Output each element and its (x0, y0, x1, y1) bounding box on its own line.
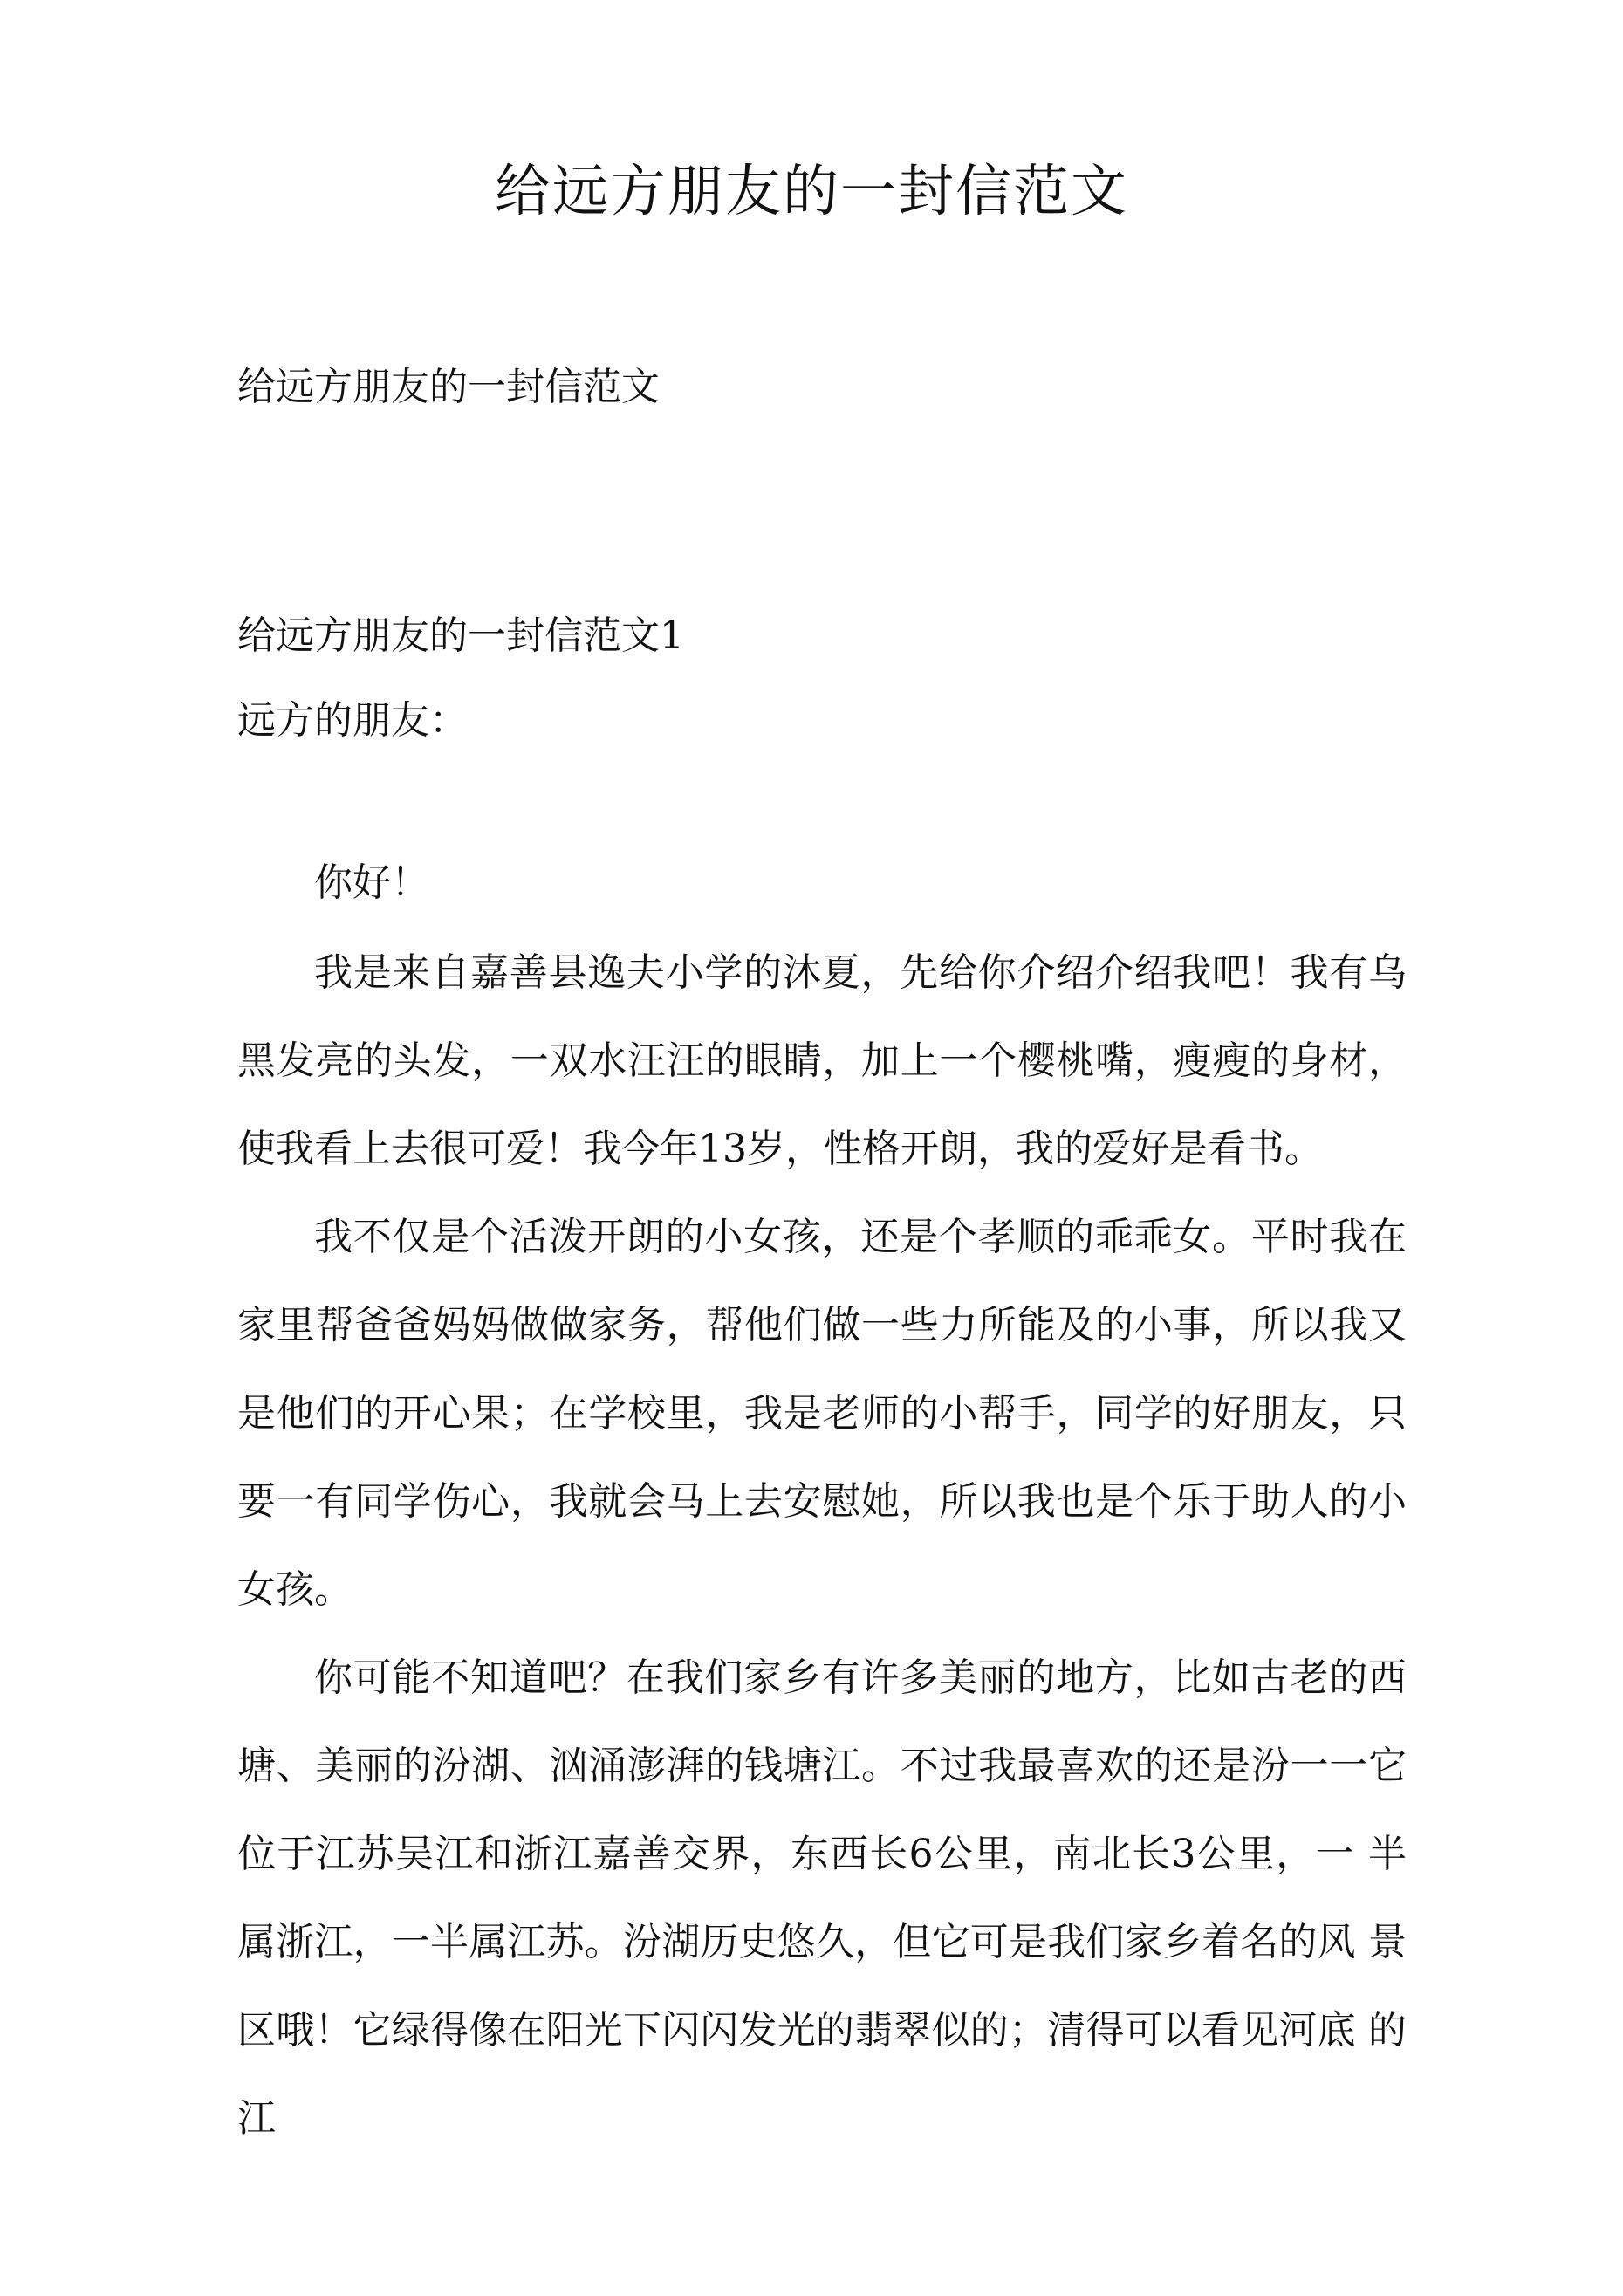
paragraph-self-intro: 我是来自嘉善县逸夫小学的沐夏，先给你介绍介绍我吧！我有乌黑发亮的头发，一双水汪汪的眼睛，加上一个樱桃嘴，瘦瘦的身材，使我看上去很可爱！我今年13岁，性格开朗，我的爱好是看书。 (237, 950, 1407, 1171)
document-subtitle: 给远方朋友的一封信范文 (237, 365, 660, 409)
paragraph-personality: 我不仅是个活泼开朗的小女孩，还是个孝顺的乖乖女。平时我在家里帮爸爸妈妈做做家务，帮他们做一些力所能及的小事，所以我又是他们的开心果；在学校里，我是老师的小帮手，同学的好朋友，只要一有同学伤心，我就会马上去安慰她，所以我也是个乐于助人的小女孩。 (237, 1215, 1407, 1612)
paragraph-hometown: 你可能不知道吧？在我们家乡有许多美丽的地方，比如古老的西塘、美丽的汾湖、汹涌澎湃的钱塘江。不过我最喜欢的还是汾一一它位于江苏吴江和浙江嘉善交界，东西长6公里，南北长3公里，一 半属浙江，一半属江苏。汾湖历史悠久，但它可是我们家乡着名的风 景区哦！它绿得像在阳光下闪闪发光的翡翠似的；清得可以看见河底 的江 (237, 1655, 1407, 2141)
letter-body (237, 929, 1407, 2162)
letter-salutation: 远方的朋友： (237, 698, 468, 743)
document-title: 给远方朋友的一封信范文 (495, 160, 1128, 224)
letter-greeting: 你好！ (314, 860, 429, 905)
section-heading: 给远方朋友的一封信范文1 (237, 613, 684, 658)
